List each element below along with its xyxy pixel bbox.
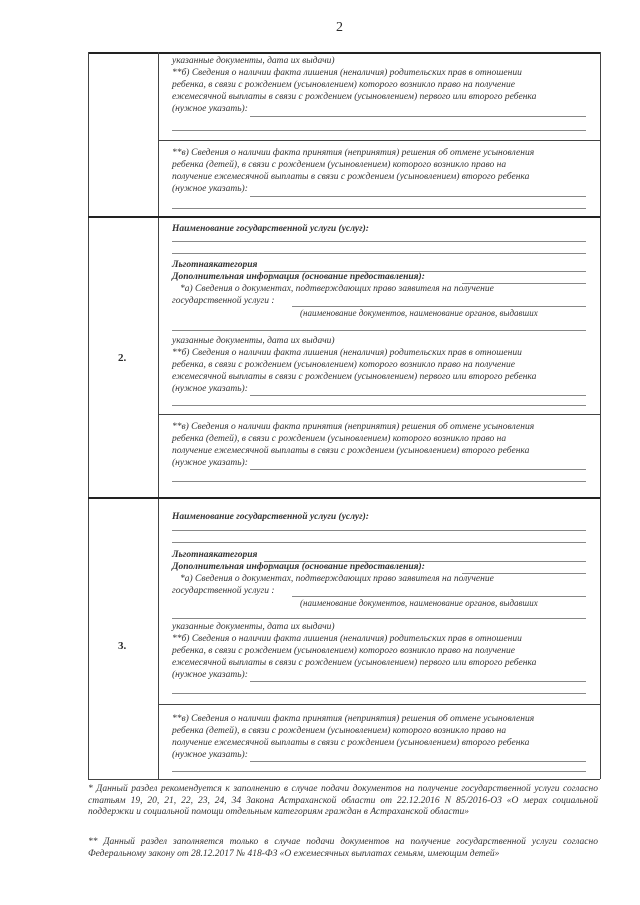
table-right-border [600, 52, 601, 779]
field-b-fill-line-2[interactable] [172, 405, 586, 406]
field-b-line-3: ежемесячной выплаты в связи с рождением (усыновлением) первого или второго ребенка [172, 92, 537, 102]
field-c-line-2: ребенка (детей), в связи с рождением (усыновлением) которого возникло право на [172, 160, 507, 170]
field-b-fill-line-2[interactable] [172, 693, 586, 694]
subsection-divider [158, 414, 600, 415]
row-number: 3. [118, 640, 127, 652]
field-b-line-4: (нужное указать): [172, 104, 248, 114]
field-a-caption: (наименование документов, наименование органов, выдавших [300, 598, 538, 608]
service-name-line-2[interactable] [172, 542, 586, 543]
field-c-line-1: **в) Сведения о наличии факта принятия (непринятия) решения об отмене усыновления [172, 714, 535, 724]
table-column-divider [158, 52, 159, 779]
footnote-2: ** Данный раздел заполняется только в случае подачи документов на получение государственной услуги согласно Федеральному закону от 28.12.2017 № 418-ФЗ «О ежемесячных выплатах семьям, имеющим детей» [88, 837, 598, 859]
field-a-fill-line[interactable] [292, 306, 586, 307]
benefit-category-label: Льготнаякатегория [172, 550, 258, 560]
field-b-line-2: ребенка, в связи с рождением (усыновлением) которого возникло право на получение [172, 360, 515, 370]
field-a-line-1: *а) Сведения о документах, подтверждающих право заявителя на получение [180, 284, 494, 294]
field-c-fill-line-1[interactable] [250, 469, 586, 470]
service-name-line-1[interactable] [172, 241, 586, 242]
service-name-line-1[interactable] [172, 530, 586, 531]
page-number: 2 [336, 20, 343, 35]
field-b-line-1: **б) Сведения о наличии факта лишения (неналичия) родительских прав в отношении [172, 634, 522, 644]
field-c-line-4: (нужное указать): [172, 184, 248, 194]
field-b-fill-line-1[interactable] [250, 681, 586, 682]
field-a-fill-line-2[interactable] [172, 618, 586, 619]
field-c-line-4: (нужное указать): [172, 458, 248, 468]
benefit-category-label: Льготнаякатегория [172, 260, 258, 270]
additional-info-label: Дополнительная информация (основание предоставления): [172, 272, 425, 282]
field-a-line-2: государственной услуги : [172, 296, 275, 306]
row-number: 2. [118, 352, 127, 364]
field-c-fill-line-2[interactable] [172, 771, 586, 772]
field-c-line-3: получение ежемесячной выплаты в связи с рождением (усыновлением) второго ребенка [172, 172, 530, 182]
field-c-fill-line-1[interactable] [250, 761, 586, 762]
field-c-fill-line-2[interactable] [172, 481, 586, 482]
field-c-line-4: (нужное указать): [172, 750, 248, 760]
field-c-line-2: ребенка (детей), в связи с рождением (усыновлением) которого возникло право на [172, 434, 507, 444]
field-b-line-4: (нужное указать): [172, 670, 248, 680]
field-a-fill-line-2[interactable] [172, 330, 586, 331]
field-b-fill-line-1[interactable] [250, 395, 586, 396]
field-a-caption: (наименование документов, наименование органов, выдавших [300, 308, 538, 318]
table-bottom-border [88, 779, 600, 780]
field-b-line-3: ежемесячной выплаты в связи с рождением (усыновлением) первого или второго ребенка [172, 372, 537, 382]
field-b-fill-line-1[interactable] [250, 116, 586, 117]
field-a-tail: указанные документы, дата их выдачи) [172, 622, 335, 632]
row-divider-2 [88, 497, 600, 499]
table-top-border [88, 52, 600, 54]
row-divider-1 [88, 216, 600, 218]
field-b-line-3: ежемесячной выплаты в связи с рождением (усыновлением) первого или второго ребенка [172, 658, 537, 668]
field-a-line-1: *а) Сведения о документах, подтверждающих право заявителя на получение [180, 574, 494, 584]
subsection-divider [158, 140, 600, 141]
field-a-fill-line[interactable] [292, 596, 586, 597]
subsection-divider [158, 704, 600, 705]
service-name-label: Наименование государственной услуги (услуг): [172, 512, 369, 522]
field-a-line-2: государственной услуги : [172, 586, 275, 596]
field-b-line-4: (нужное указать): [172, 384, 248, 394]
footnote-1: * Данный раздел рекомендуется к заполнению в случае подачи документов на получение государственной услуги согласно статьям 19, 20, 21, 22, 23, 24, 34 Закона Астраханской области от 22.12.2016 N 85/2016-ОЗ «О мерах социальной поддержки и социальной помощи отдельным категориям граждан в Астраханской области» [88, 784, 598, 817]
field-a-tail: указанные документы, дата их выдачи) [172, 56, 335, 66]
field-c-line-3: получение ежемесячной выплаты в связи с рождением (усыновлением) второго ребенка [172, 446, 530, 456]
field-c-fill-line-2[interactable] [172, 208, 586, 209]
field-a-tail: указанные документы, дата их выдачи) [172, 336, 335, 346]
field-c-line-2: ребенка (детей), в связи с рождением (усыновлением) которого возникло право на [172, 726, 507, 736]
field-c-fill-line-1[interactable] [250, 196, 586, 197]
additional-info-label: Дополнительная информация (основание предоставления): [172, 562, 425, 572]
service-name-label: Наименование государственной услуги (услуг): [172, 224, 369, 234]
field-b-line-1: **б) Сведения о наличии факта лишения (неналичия) родительских прав в отношении [172, 68, 522, 78]
field-b-line-1: **б) Сведения о наличии факта лишения (неналичия) родительских прав в отношении [172, 348, 522, 358]
service-name-line-2[interactable] [172, 253, 586, 254]
field-c-line-1: **в) Сведения о наличии факта принятия (непринятия) решения об отмене усыновления [172, 148, 535, 158]
field-c-line-3: получение ежемесячной выплаты в связи с рождением (усыновлением) второго ребенка [172, 738, 530, 748]
field-c-line-1: **в) Сведения о наличии факта принятия (непринятия) решения об отмене усыновления [172, 422, 535, 432]
field-b-fill-line-2[interactable] [172, 130, 586, 131]
field-b-line-2: ребенка, в связи с рождением (усыновлением) которого возникло право на получение [172, 80, 515, 90]
field-b-line-2: ребенка, в связи с рождением (усыновлением) которого возникло право на получение [172, 646, 515, 656]
table-left-border [88, 52, 89, 779]
